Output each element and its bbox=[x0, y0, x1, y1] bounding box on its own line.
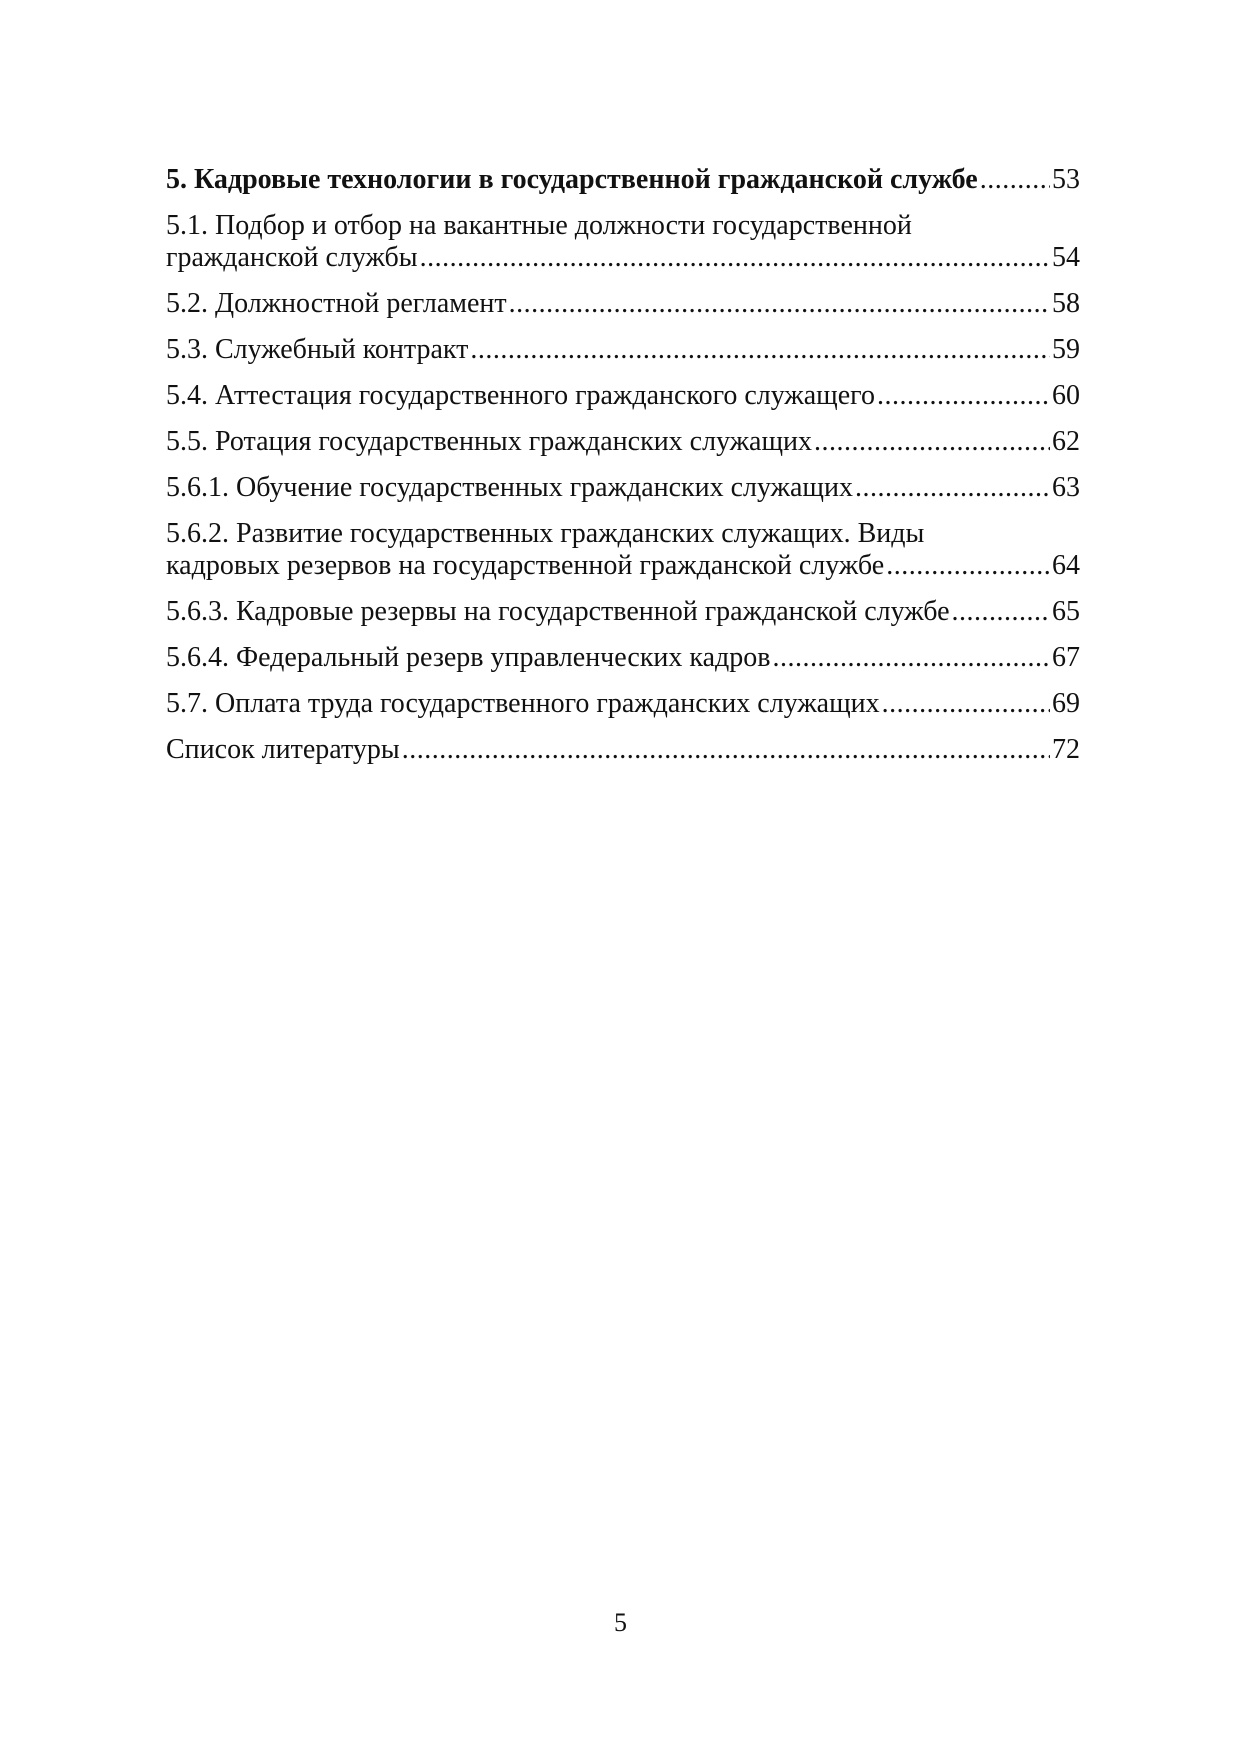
dot-leader bbox=[814, 426, 1050, 458]
toc-entry-title: 5.6.3. Кадровые резервы на государственной гражданской службе bbox=[166, 596, 950, 627]
toc-page-number: 63 bbox=[1052, 472, 1080, 503]
dot-leader bbox=[877, 380, 1050, 412]
toc-page-number: 62 bbox=[1052, 426, 1080, 457]
toc-entry-title: 5.4. Аттестация государственного гражданского служащего bbox=[166, 380, 875, 411]
toc-entry-5-2[interactable] bbox=[166, 288, 1080, 320]
toc-page-number: 60 bbox=[1052, 380, 1080, 411]
toc-entry-title-continued: гражданской службы bbox=[166, 242, 418, 273]
toc-entry-5-6-3[interactable] bbox=[166, 596, 1080, 628]
toc-entry-title-continued: кадровых резервов на государственной гражданской службе bbox=[166, 550, 885, 581]
toc-entry-5[interactable] bbox=[166, 164, 1080, 196]
dot-leader bbox=[952, 596, 1050, 628]
dot-leader bbox=[855, 472, 1050, 504]
toc-entry-title: 5.1. Подбор и отбор на вакантные должности государственной bbox=[166, 210, 912, 241]
dot-leader bbox=[886, 550, 1050, 582]
toc-page-number: 54 bbox=[1052, 242, 1080, 273]
dot-leader bbox=[402, 734, 1050, 766]
toc-entry-5-3[interactable] bbox=[166, 334, 1080, 366]
toc-entry-5-6-4[interactable] bbox=[166, 642, 1080, 674]
toc-entry-5-1[interactable] bbox=[166, 210, 1080, 274]
toc-entry-title: 5.6.2. Развитие государственных гражданских служащих. Виды bbox=[166, 518, 925, 549]
toc-entry-title: 5.6.1. Обучение государственных гражданских служащих bbox=[166, 472, 853, 503]
toc-entry-title: 5.5. Ротация государственных гражданских служащих bbox=[166, 426, 813, 457]
dot-leader bbox=[470, 334, 1050, 366]
toc-entry-title: 5.3. Служебный контракт bbox=[166, 334, 469, 365]
toc-entry-title: 5. Кадровые технологии в государственной гражданской службе bbox=[166, 164, 978, 195]
dot-leader bbox=[772, 642, 1050, 674]
dot-leader bbox=[980, 164, 1050, 196]
page-number: 5 bbox=[614, 1608, 627, 1637]
toc-entry-title: Список литературы bbox=[166, 734, 400, 765]
toc-page-number: 64 bbox=[1052, 550, 1080, 581]
toc-page-number: 53 bbox=[1052, 164, 1080, 195]
toc-entry-references[interactable] bbox=[166, 734, 1080, 766]
toc-page-number: 65 bbox=[1052, 596, 1080, 627]
toc-page-number: 72 bbox=[1052, 734, 1080, 765]
toc-entry-5-5[interactable] bbox=[166, 426, 1080, 458]
dot-leader bbox=[420, 242, 1050, 274]
dot-leader bbox=[509, 288, 1050, 320]
toc-entry-title: 5.7. Оплата труда государственного гражданских служащих bbox=[166, 688, 880, 719]
toc-entry-title: 5.6.4. Федеральный резерв управленческих кадров bbox=[166, 642, 771, 673]
toc-page-number: 67 bbox=[1052, 642, 1080, 673]
toc-page-number: 59 bbox=[1052, 334, 1080, 365]
table-of-contents bbox=[166, 164, 1080, 780]
toc-entry-5-4[interactable] bbox=[166, 380, 1080, 412]
toc-page-number: 69 bbox=[1052, 688, 1080, 719]
toc-entry-5-6-1[interactable] bbox=[166, 472, 1080, 504]
toc-entry-title: 5.2. Должностной регламент bbox=[166, 288, 507, 319]
toc-entry-5-7[interactable] bbox=[166, 688, 1080, 720]
dot-leader bbox=[882, 688, 1050, 720]
toc-entry-5-6-2[interactable] bbox=[166, 518, 1080, 582]
toc-page-number: 58 bbox=[1052, 288, 1080, 319]
